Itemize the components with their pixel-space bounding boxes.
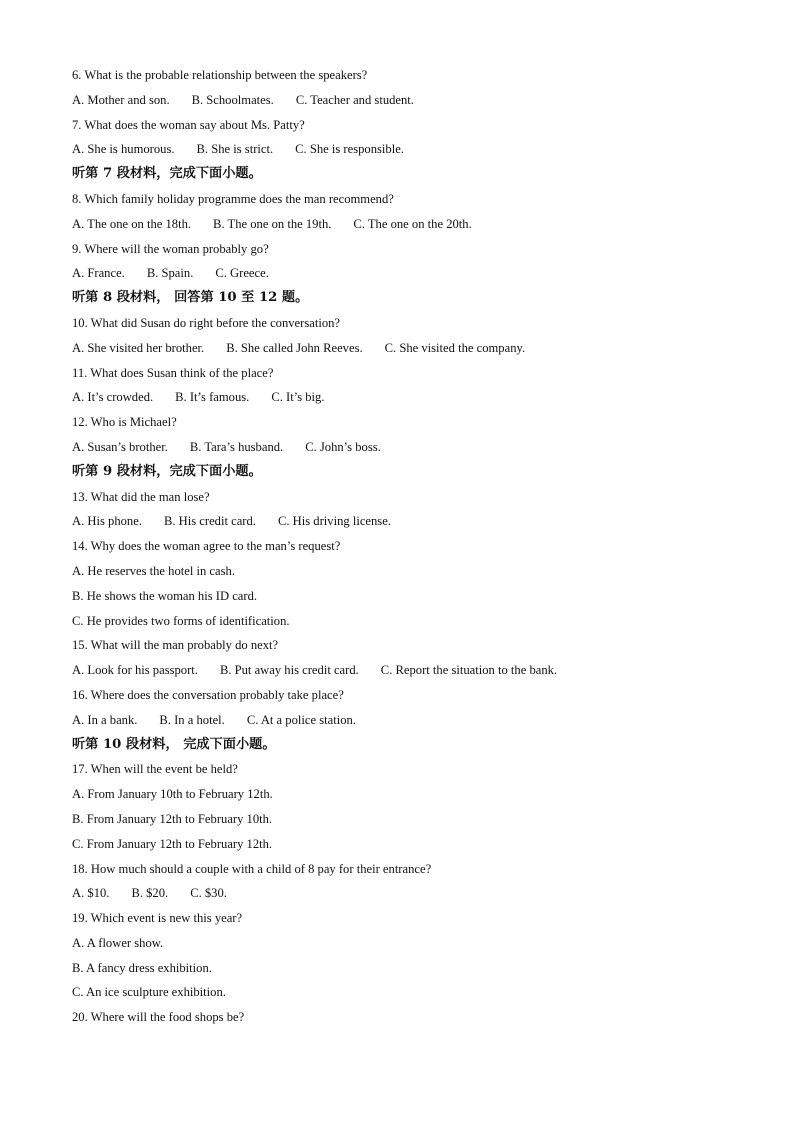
option-b: B. She is strict. <box>196 142 274 157</box>
option-a: A. Mother and son. <box>72 92 170 107</box>
answer-options <box>72 336 752 361</box>
option-a: A. His phone. <box>72 514 142 529</box>
question-text: 6. What is the probable relationship between the speakers? <box>72 68 368 82</box>
question-text: 16. Where does the conversation probably take place? <box>72 687 344 702</box>
option-a: A. $10. <box>72 886 110 901</box>
option-b: B. It’s famous. <box>175 390 250 405</box>
question-text: 12. Who is Michael? <box>72 415 177 430</box>
question-text: 7. What does the woman say about Ms. Patty? <box>72 117 305 132</box>
section-heading: 听第 7 段材料，完成下面小题。 <box>72 166 262 182</box>
option-c: C. $30. <box>190 886 227 901</box>
section-heading: 听第 10 段材料， 完成下面小题。 <box>72 736 276 752</box>
option-b: B. She called John Reeves. <box>226 340 363 355</box>
option-c: C. His driving license. <box>277 514 391 529</box>
answer-options <box>72 88 752 113</box>
option-a: A. In a bank. <box>72 712 138 727</box>
option-b: B. Schoolmates. <box>191 92 274 107</box>
option-line: C. An ice sculpture exhibition. <box>72 985 226 1000</box>
question-text: 13. What did the man lose? <box>72 489 210 504</box>
option-c: C. She visited the company. <box>384 340 526 355</box>
option-b: B. $20. <box>131 886 169 901</box>
question-text: 20. Where will the food shops be? <box>72 1010 245 1025</box>
question-text: 18. How much should a couple with a child of 8 pay for their entrance? <box>72 861 432 876</box>
option-c: C. Greece. <box>215 266 269 281</box>
section-heading: 听第 8 段材料， 回答第 10 至 12 题。 <box>72 290 309 306</box>
option-c: C. At a police station. <box>246 712 356 727</box>
question-text: 10. What did Susan do right before the conversation? <box>72 315 341 330</box>
option-line: C. He provides two forms of identification. <box>72 613 290 628</box>
option-c: C. Report the situation to the bank. <box>380 663 558 678</box>
option-c: C. Teacher and student. <box>295 92 414 107</box>
option-a: A. Look for his passport. <box>72 663 198 678</box>
option-line: A. From January 10th to February 12th. <box>72 787 273 802</box>
answer-options <box>72 658 752 683</box>
option-line: B. A fancy dress exhibition. <box>72 960 212 975</box>
option-line: A. A flower show. <box>72 935 164 950</box>
option-c: C. She is responsible. <box>295 142 404 157</box>
answer-options <box>72 137 752 162</box>
option-line: A. He reserves the hotel in cash. <box>72 563 235 578</box>
question-text: 11. What does Susan think of the place? <box>72 365 274 380</box>
answer-options <box>72 708 752 733</box>
answer-options <box>72 881 752 906</box>
option-a: A. The one on the 18th. <box>72 216 192 231</box>
option-c: C. It’s big. <box>271 390 325 405</box>
option-a: A. Susan’s brother. <box>72 439 168 454</box>
option-line: B. He shows the woman his ID card. <box>72 588 258 603</box>
question-text: 19. Which event is new this year? <box>72 911 243 926</box>
answer-options <box>72 212 752 237</box>
option-line: B. From January 12th to February 10th. <box>72 811 273 826</box>
question-text: 17. When will the event be held? <box>72 762 238 777</box>
option-b: B. In a hotel. <box>159 712 225 727</box>
option-b: B. Tara’s husband. <box>189 439 284 454</box>
option-c: C. The one on the 20th. <box>353 216 472 231</box>
question-text: 15. What will the man probably do next? <box>72 638 279 653</box>
question-text: 8. Which family holiday programme does the man recommend? <box>72 191 394 206</box>
option-a: A. France. <box>72 266 125 281</box>
answer-options <box>72 385 752 410</box>
option-b: B. Spain. <box>146 266 194 281</box>
option-a: A. It’s crowded. <box>72 390 154 405</box>
answer-options <box>72 509 752 534</box>
option-a: A. She visited her brother. <box>72 340 205 355</box>
answer-options <box>72 435 752 460</box>
question-text: 14. Why does the woman agree to the man’s request? <box>72 539 341 554</box>
option-line: C. From January 12th to February 12th. <box>72 836 273 851</box>
option-c: C. John’s boss. <box>305 439 381 454</box>
question-text: 9. Where will the woman probably go? <box>72 241 269 256</box>
exam-page <box>72 63 752 1030</box>
option-b: B. His credit card. <box>163 514 256 529</box>
option-a: A. She is humorous. <box>72 142 175 157</box>
section-heading: 听第 9 段材料，完成下面小题。 <box>72 463 262 479</box>
option-b: B. Put away his credit card. <box>219 663 359 678</box>
option-b: B. The one on the 19th. <box>213 216 332 231</box>
answer-options <box>72 261 752 286</box>
